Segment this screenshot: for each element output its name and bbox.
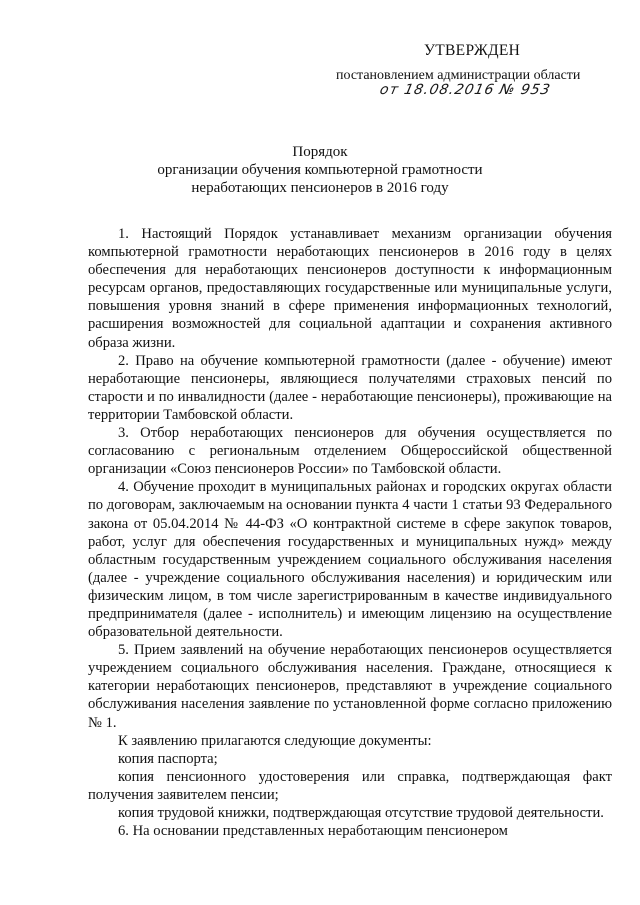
title-line-3: неработающих пенсионеров в 2016 году <box>191 180 449 196</box>
handwritten-date-number: от 18.08.2016 № 953 <box>378 82 553 98</box>
paragraph-4: 4. Обучение проходит в муниципальных районах и городских округах области по договорам, заключаемым на основании пункта 4 части 1 статьи 93 Федерального закона от 05.04.2014 № 44-ФЗ «О контрактной системе в сфере закупок товаров, работ, услуг для обеспечения государственных и муниципальных нужд» между областным государственным учреждением социального обслуживания населения (далее - учреждение социального обслуживания населения) и юридическим или физическим лицом, в том числе зарегистрированным в качестве индивидуального предпринимателя (далее - исполнитель) и имеющим лицензию на осуществление образовательной деятельности. <box>88 479 612 641</box>
documents-intro: К заявлению прилагаются следующие документы: <box>118 732 432 749</box>
title-line-1: Порядок <box>292 144 348 160</box>
paragraph-3: 3. Отбор неработающих пенсионеров для обучения осуществляется по согласованию с региональным отделением Общероссийской общественной организации «Союз пенсионеров России» по Тамбовской области. <box>88 425 612 478</box>
paragraph-5: 5. Прием заявлений на обучение неработающих пенсионеров осуществляется учреждением социального обслуживания населения. Граждане, относящиеся к категории неработающих пенсионеров, представляют в учреждение социального обслуживания населения заявление по установленной форме согласно приложению № 1. <box>88 642 612 731</box>
paragraph-2: 2. Право на обучение компьютерной грамотности (далее - обучение) имеют неработающие пенсионеры, являющиеся получателями страховых пенсий по старости и по инвалидности (далее - неработающие пенсионеры), проживающие на территории Тамбовской области. <box>88 352 612 423</box>
decree-line: постановлением администрации области <box>336 68 581 83</box>
document-title <box>0 143 640 197</box>
title-line-2: организации обучения компьютерной грамотности <box>157 162 483 178</box>
paragraph-1: 1. Настоящий Порядок устанавливает механизм организации обучения компьютерной грамотности неработающих пенсионеров в 2016 году в целях обеспечения для неработающих пенсионеров доступности к информационным ресурсам органов, предоставляющих государственные или муниципальные услуги, повышения уровня знаний в сфере применения информационных технологий, расширения возможностей для социальной адаптации и сохранения активного образа жизни. <box>88 226 612 351</box>
approval-stamp-heading: УТВЕРЖДЕН <box>424 42 521 59</box>
paragraph-6: 6. На основании представленных неработающим пенсионером <box>118 823 508 840</box>
document-item-pension-certificate: копия пенсионного удостоверения или справка, подтверждающая факт получения заявителем пенсии; <box>88 768 612 803</box>
document-item-passport: копия паспорта; <box>118 750 218 767</box>
document-body <box>88 225 612 840</box>
document-item-employment-book: копия трудовой книжки, подтверждающая отсутствие трудовой деятельности. <box>118 805 604 821</box>
